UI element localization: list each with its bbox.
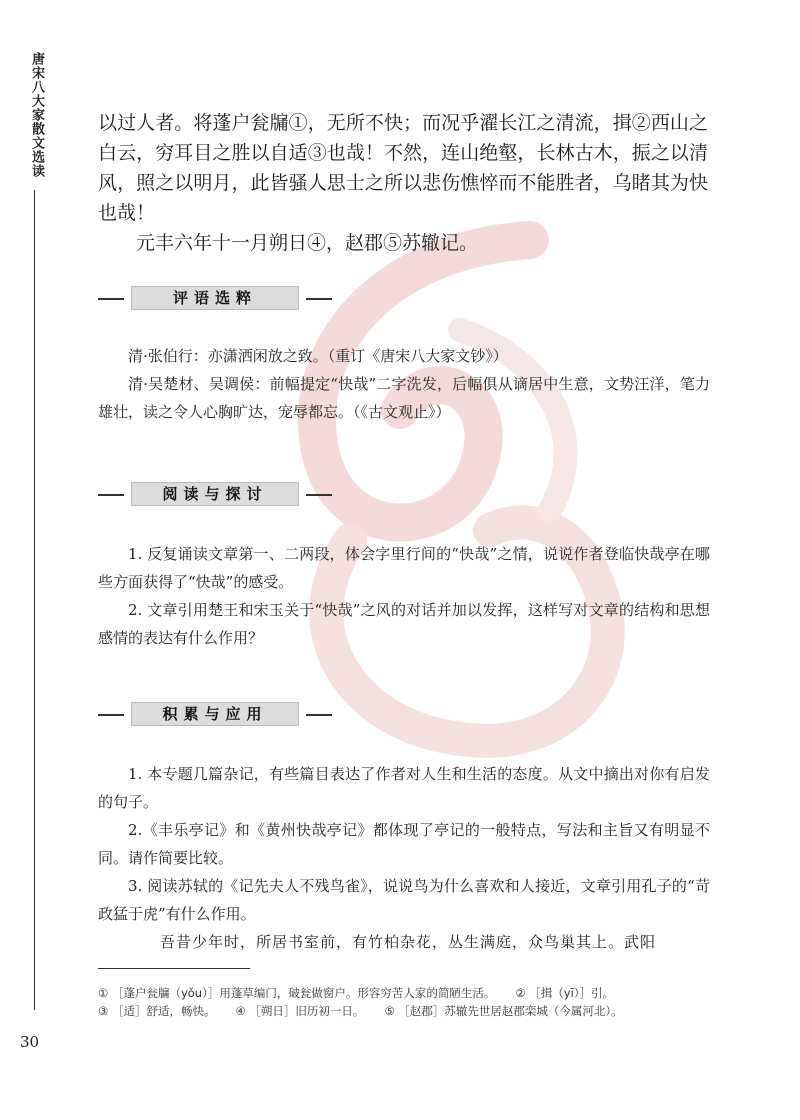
footnote-row [98,984,718,1002]
reading-questions [98,540,710,652]
paragraph-1: 以过人者。将蓬户瓮牖①，无所不快；而况乎濯长江之清流，揖②西山之白云，穷耳目之胜以自适③也哉！不然，连山绝壑，长林古木，振之以清风，照之以明月，此皆骚人思士之所以悲伤憔悴而不能胜者，乌睹其为快也哉！ [98,112,708,224]
question-item: 1. 本专题几篇杂记，有些篇目表达了作者对人生和生活的态度。从文中摘出对你有启发的句子。 [98,765,710,811]
section-title: 评语选粹 [131,286,299,310]
footnote-row [98,1002,718,1020]
commentary-line: 清·吴楚材、吴调侯：前幅提定“快哉”二字洗发，后幅俱从谪居中生意，文势汪洋，笔力雄壮，读之令人心胸旷达，宠辱都忘。（《古文观止》） [98,375,710,421]
footnotes [98,984,718,1020]
commentary-block [98,342,710,426]
paragraph-2: 元丰六年十一月朔日④，赵郡⑤苏辙记。 [136,232,479,254]
commentary-line: 清·张伯行：亦潇洒闲放之致。（重订《唐宋八大家文钞》） [128,347,508,365]
heading-rule-right [306,298,332,300]
section-title: 阅读与探讨 [131,482,299,506]
heading-rule-left [98,494,124,496]
heading-rule-left [98,714,124,716]
footnote-item: ③ ［适］舒适，畅快。 [98,1004,216,1018]
running-title: 唐宋八大家散文选读 [29,52,44,178]
section-title: 积累与应用 [131,702,299,726]
heading-rule-right [306,494,332,496]
side-divider [34,190,35,1010]
question-item: 2.《丰乐亭记》和《黄州快哉亭记》都体现了亭记的一般特点，写法和主旨又有明显不同。请作简要比较。 [98,821,710,867]
quoted-excerpt: 吾昔少年时，所居书室前，有竹柏杂花，丛生满庭，众鸟巢其上。武阳 [160,933,657,951]
page-number: 30 [20,1033,40,1051]
section-commentary-heading [98,286,338,312]
footnote-item: ⑤ ［赵郡］苏辙先世居赵郡栾城（今属河北）。 [384,1004,623,1018]
footnote-item: ④ ［朔日］旧历初一日。 [235,1004,365,1018]
application-questions [98,760,710,928]
heading-rule-right [306,714,332,716]
footnote-item: ① ［蓬户瓮牖（yǒu）］用蓬草编门，破瓮做窗户。形容穷苦人家的简陋生活。 [98,986,496,1000]
footnote-divider [98,968,250,969]
question-item: 2. 文章引用楚王和宋玉关于“快哉”之风的对话并加以发挥，这样写对文章的结构和思想感情的表达有什么作用？ [98,601,710,647]
heading-rule-left [98,298,124,300]
question-item: 1. 反复诵读文章第一、二两段，体会字里行间的“快哉”之情，说说作者登临快哉亭在哪些方面获得了“快哉”的感受。 [98,545,710,591]
section-application-heading [98,702,338,728]
question-item: 3. 阅读苏轼的《记先夫人不残鸟雀》，说说鸟为什么喜欢和人接近，文章引用孔子的“苛政猛于虎”有什么作用。 [98,877,710,923]
section-reading-heading [98,482,338,508]
footnote-item: ② ［揖（yī）］引。 [515,986,615,1000]
main-text [98,108,708,258]
